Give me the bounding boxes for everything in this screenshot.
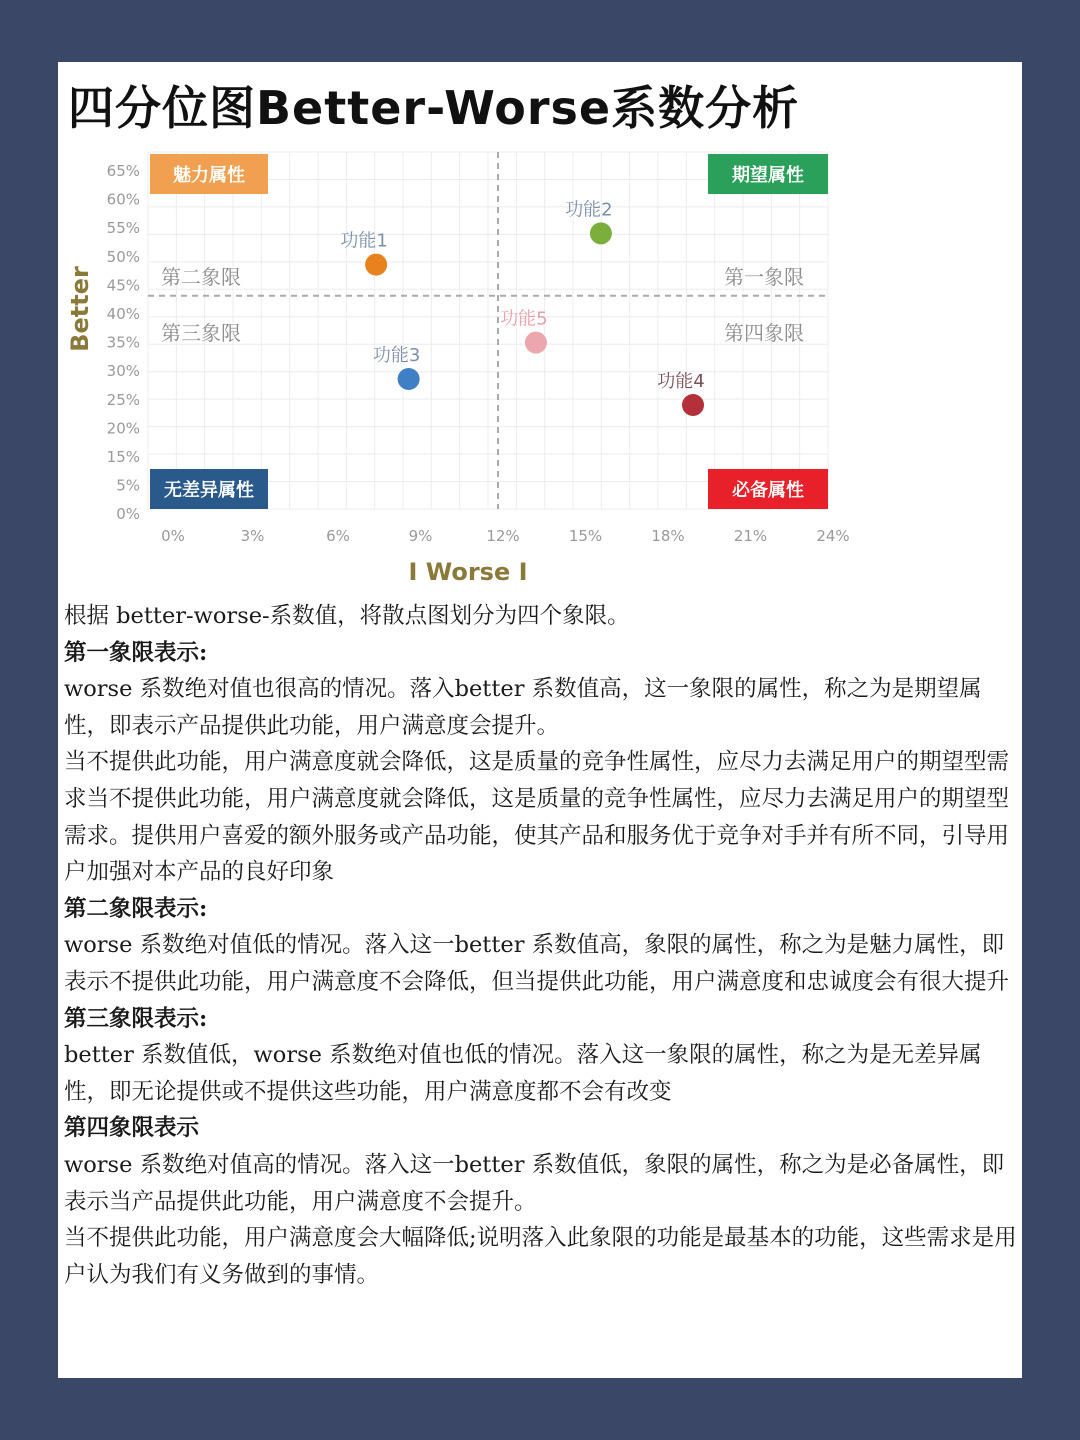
quadrant-2-text: worse 系数绝对值低的情况。落入这一better 系数值高，象限的属性，称之为是魅力属性，即表示不提供此功能，用户满意度不会降低，但当提供此功能，用户满意度和忠诚度会有很大提升 [64, 932, 1010, 995]
quadrant-1-text: worse 系数绝对值也很高的情况。落入better 系数值高，这一象限的属性，称之为是期望属性，即表示产品提供此功能，用户满意度会提升。 [64, 676, 982, 739]
x-tick-label: 18% [651, 527, 685, 545]
content-card [58, 62, 1022, 1378]
data-point [590, 222, 612, 244]
data-point [682, 394, 704, 416]
data-point-label: 功能2 [565, 199, 613, 221]
data-point-label: 功能4 [657, 371, 705, 392]
quadrant-label: 第四象限 [724, 321, 804, 345]
explanation-text [64, 598, 1018, 1293]
y-tick-label: 30% [106, 362, 140, 381]
y-tick-label: 5% [116, 476, 140, 495]
x-tick-label: 15% [568, 527, 603, 545]
quadrant-4-text-2: 当不提供此功能，用户满意度会大幅降低;说明落入此象限的功能是最基本的功能，这些需求是用户认为我们有义务做到的事情。 [64, 1225, 1017, 1288]
attribute-badge-label: 期望属性 [732, 165, 804, 186]
x-tick-label: 3% [240, 527, 265, 545]
data-point-label: 功能3 [372, 345, 421, 366]
y-tick-label: 55% [106, 219, 140, 238]
y-tick-label: 35% [106, 333, 140, 352]
x-tick-label: 6% [326, 527, 350, 545]
quadrant-label: 第二象限 [161, 265, 241, 289]
data-point [398, 368, 420, 390]
y-tick-label: 65% [106, 162, 140, 180]
quadrant-3-heading: 第三象限表示: [64, 1005, 208, 1032]
y-tick-label: 45% [106, 276, 140, 295]
y-tick-label: 20% [106, 419, 140, 438]
y-axis-label: Better [66, 266, 94, 352]
quadrant-label: 第三象限 [161, 321, 241, 345]
data-point-label: 功能1 [340, 230, 388, 252]
quadrant-4-heading: 第四象限表示 [64, 1115, 200, 1142]
quadrant-label: 第一象限 [724, 265, 804, 289]
y-tick-label: 25% [106, 390, 140, 409]
data-point [525, 332, 547, 354]
attribute-badge-label: 必备属性 [732, 480, 804, 501]
x-tick-label: 9% [408, 527, 433, 545]
intro-paragraph: 根据 better-worse-系数值，将散点图划分为四个象限。 [64, 603, 630, 629]
quadrant-3-text: better 系数值低，worse 系数绝对值也低的情况。落入这一象限的属性，称之为是无差异属性，即无论提供或不提供这些功能，用户满意度都不会有改变 [64, 1042, 982, 1105]
data-point-label: 功能5 [500, 308, 548, 330]
y-tick-label: 50% [106, 247, 140, 266]
quadrant-1-heading: 第一象限表示: [64, 639, 208, 666]
quadrant-1-text-2: 当不提供此功能，用户满意度就会降低，这是质量的竞争性属性，应尽力去满足用户的期望型需求当不提供此功能，用户满意度就会降低，这是质量的竞争性属性，应尽力去满足用户的期望型需求。提供用户喜爱的额外服务或产品功能，使其产品和服务优于竞争对手并有所不同，引导用户加强对本产品的良好印象 [64, 749, 1010, 886]
quadrant-4-text: worse 系数绝对值高的情况。落入这一better 系数值低，象限的属性，称之为是必备属性，即表示当产品提供此功能，用户满意度不会提升。 [64, 1151, 1005, 1215]
x-tick-label: 24% [816, 527, 850, 545]
y-tick-label: 15% [106, 448, 140, 466]
attribute-badge-label: 魅力属性 [173, 165, 245, 186]
y-tick-label: 0% [116, 505, 140, 524]
quadrant-2-heading: 第二象限表示: [64, 895, 208, 922]
x-tick-label: 0% [161, 527, 185, 545]
quadrant-scatter-chart [58, 144, 1022, 584]
x-tick-label: 21% [733, 527, 768, 545]
y-tick-label: 60% [106, 190, 140, 209]
y-tick-label: 40% [106, 305, 140, 323]
x-axis-label: I Worse I [408, 558, 528, 584]
attribute-badge-label: 无差异属性 [164, 480, 254, 501]
x-tick-label: 12% [486, 527, 520, 545]
data-point [365, 254, 387, 276]
page-title: 四分位图Better-Worse系数分析 [68, 81, 800, 135]
